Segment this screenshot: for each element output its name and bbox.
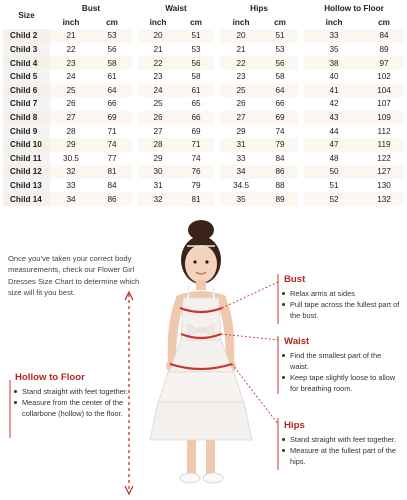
table-cell: 104 xyxy=(364,84,404,98)
table-cell: 69 xyxy=(178,124,214,138)
size-label: Child 12 xyxy=(3,165,50,179)
waist-tip: Keep tape slightly loose to allow for breathing room. xyxy=(282,372,400,394)
table-cell: 74 xyxy=(178,152,214,166)
table-cell: 34.5 xyxy=(220,179,262,193)
bust-title: Bust xyxy=(284,274,306,285)
table-cell: 23 xyxy=(220,70,262,84)
table-cell: 81 xyxy=(178,192,214,206)
table-cell: 107 xyxy=(364,97,404,111)
table-row xyxy=(3,56,404,70)
table-cell: 112 xyxy=(364,124,404,138)
table-cell: 66 xyxy=(262,97,298,111)
table-cell: 25 xyxy=(138,97,178,111)
table-cell: 22 xyxy=(50,43,92,57)
left-eye xyxy=(193,260,196,263)
bust-tip: Pull tape across the fullest part of the bust. xyxy=(282,299,400,321)
table-cell: 77 xyxy=(92,152,132,166)
table-cell: 84 xyxy=(92,179,132,193)
table-row xyxy=(3,97,404,111)
table-cell: 29 xyxy=(138,152,178,166)
right-shoe xyxy=(203,473,223,483)
table-cell: 58 xyxy=(92,56,132,70)
table-row xyxy=(3,43,404,57)
table-cell: 51 xyxy=(178,29,214,43)
table-cell: 52 xyxy=(304,192,364,206)
table-cell: 127 xyxy=(364,165,404,179)
unit-header: cm xyxy=(92,16,132,30)
table-cell: 89 xyxy=(262,192,298,206)
table-cell: 56 xyxy=(262,56,298,70)
table-row xyxy=(3,70,404,84)
table-cell: 33 xyxy=(304,29,364,43)
bust-tip: Relax arms at sides xyxy=(282,288,400,299)
table-cell: 27 xyxy=(220,111,262,125)
hollow-tip: Stand straight with feet together. xyxy=(14,386,132,397)
table-cell: 21 xyxy=(138,43,178,57)
table-cell: 56 xyxy=(178,56,214,70)
table-cell: 44 xyxy=(304,124,364,138)
size-label: Child 5 xyxy=(3,70,50,84)
size-label: Child 10 xyxy=(3,138,50,152)
left-strap xyxy=(188,286,189,299)
table-cell: 27 xyxy=(138,124,178,138)
group-header-hips: Hips xyxy=(220,2,298,16)
waist-title: Waist xyxy=(284,336,310,347)
table-cell: 22 xyxy=(220,56,262,70)
table-cell: 69 xyxy=(92,111,132,125)
table-cell: 32 xyxy=(138,192,178,206)
table-cell: 61 xyxy=(92,70,132,84)
table-cell: 20 xyxy=(220,29,262,43)
table-row xyxy=(3,152,404,166)
size-label: Child 4 xyxy=(3,56,50,70)
hollow-to-floor-title: Hollow to Floor xyxy=(15,372,85,383)
table-cell: 89 xyxy=(364,43,404,57)
table-cell: 79 xyxy=(262,138,298,152)
table-cell: 84 xyxy=(364,29,404,43)
intro-text: Once you've taken your correct body measurements, check our Flower Girl Dresses Size Chart to determine which size will fit you best. xyxy=(8,254,140,297)
table-cell: 21 xyxy=(50,29,92,43)
table-cell: 28 xyxy=(50,124,92,138)
table-cell: 26 xyxy=(50,97,92,111)
table-cell: 97 xyxy=(364,56,404,70)
right-eye xyxy=(205,260,208,263)
table-cell: 35 xyxy=(220,192,262,206)
left-leg xyxy=(187,440,196,474)
group-header-waist: Waist xyxy=(138,2,214,16)
size-label: Child 14 xyxy=(3,192,50,206)
table-cell: 42 xyxy=(304,97,364,111)
table-cell: 119 xyxy=(364,138,404,152)
table-cell: 27 xyxy=(50,111,92,125)
table-row xyxy=(3,111,404,125)
table-cell: 40 xyxy=(304,70,364,84)
table-cell: 66 xyxy=(92,97,132,111)
unit-header: cm xyxy=(178,16,214,30)
table-cell: 33 xyxy=(220,152,262,166)
table-row xyxy=(3,179,404,193)
right-leg xyxy=(206,440,215,474)
unit-header: cm xyxy=(262,16,298,30)
table-cell: 81 xyxy=(92,165,132,179)
table-cell: 53 xyxy=(92,29,132,43)
table-cell: 53 xyxy=(262,43,298,57)
table-cell: 48 xyxy=(304,152,364,166)
table-cell: 71 xyxy=(92,124,132,138)
table-cell: 84 xyxy=(262,152,298,166)
group-header-bust: Bust xyxy=(50,2,132,16)
table-cell: 26 xyxy=(220,97,262,111)
table-cell: 31 xyxy=(138,179,178,193)
table-cell: 64 xyxy=(92,84,132,98)
table-cell: 29 xyxy=(50,138,92,152)
size-label: Child 8 xyxy=(3,111,50,125)
table-cell: 58 xyxy=(262,70,298,84)
left-shoe xyxy=(180,473,200,483)
waist-tips xyxy=(282,350,400,394)
group-header-hollow-to-floor: Hollow to Floor xyxy=(304,2,404,16)
table-unit-header-row xyxy=(3,16,404,30)
table-cell: 26 xyxy=(138,111,178,125)
size-label: Child 13 xyxy=(3,179,50,193)
table-cell: 33 xyxy=(50,179,92,193)
table-cell: 50 xyxy=(304,165,364,179)
size-label: Child 3 xyxy=(3,43,50,57)
table-cell: 86 xyxy=(262,165,298,179)
table-cell: 30.5 xyxy=(50,152,92,166)
table-row xyxy=(3,165,404,179)
table-cell: 21 xyxy=(220,43,262,57)
table-cell: 28 xyxy=(138,138,178,152)
table-cell: 34 xyxy=(220,165,262,179)
table-cell: 88 xyxy=(262,179,298,193)
table-cell: 56 xyxy=(92,43,132,57)
table-cell: 31 xyxy=(220,138,262,152)
table-cell: 65 xyxy=(178,97,214,111)
size-label: Child 7 xyxy=(3,97,50,111)
table-cell: 25 xyxy=(50,84,92,98)
table-cell: 69 xyxy=(262,111,298,125)
table-row xyxy=(3,29,404,43)
table-cell: 20 xyxy=(138,29,178,43)
unit-header: inch xyxy=(50,16,92,30)
table-cell: 74 xyxy=(262,124,298,138)
table-cell: 43 xyxy=(304,111,364,125)
hollow-tip: Measure from the center of the collarbone (hollow) to the floor. xyxy=(14,397,132,419)
size-chart-table xyxy=(3,2,404,206)
size-label: Child 2 xyxy=(3,29,50,43)
unit-header: inch xyxy=(220,16,262,30)
hips-tips xyxy=(282,434,400,467)
table-cell: 22 xyxy=(138,56,178,70)
table-cell: 38 xyxy=(304,56,364,70)
table-cell: 24 xyxy=(138,84,178,98)
unit-header: cm xyxy=(364,16,404,30)
skirt-tier-3 xyxy=(150,402,252,440)
size-label: Child 9 xyxy=(3,124,50,138)
table-row xyxy=(3,192,404,206)
table-cell: 122 xyxy=(364,152,404,166)
table-cell: 79 xyxy=(178,179,214,193)
size-label: Child 6 xyxy=(3,84,50,98)
neck xyxy=(196,280,206,290)
table-cell: 58 xyxy=(178,70,214,84)
table-group-header-row xyxy=(3,2,404,16)
hollow-to-floor-tips xyxy=(14,386,132,419)
table-cell: 51 xyxy=(304,179,364,193)
size-table-body xyxy=(3,29,404,206)
table-cell: 34 xyxy=(50,192,92,206)
table-cell: 25 xyxy=(220,84,262,98)
right-strap xyxy=(213,286,214,299)
table-cell: 30 xyxy=(138,165,178,179)
hips-title: Hips xyxy=(284,420,305,431)
table-cell: 76 xyxy=(178,165,214,179)
table-row xyxy=(3,124,404,138)
bust-tips xyxy=(282,288,400,321)
table-cell: 29 xyxy=(220,124,262,138)
table-row xyxy=(3,138,404,152)
table-cell: 41 xyxy=(304,84,364,98)
measuring-guide xyxy=(0,212,407,500)
table-cell: 86 xyxy=(92,192,132,206)
table-cell: 66 xyxy=(178,111,214,125)
table-cell: 102 xyxy=(364,70,404,84)
hips-tip: Measure at the fullest part of the hips. xyxy=(282,445,400,467)
table-cell: 71 xyxy=(178,138,214,152)
table-cell: 23 xyxy=(50,56,92,70)
table-cell: 130 xyxy=(364,179,404,193)
face xyxy=(185,245,217,283)
unit-header: inch xyxy=(304,16,364,30)
size-column-header: Size xyxy=(3,2,50,29)
waist-tip: Find the smallest part of the waist. xyxy=(282,350,400,372)
table-row xyxy=(3,84,404,98)
unit-header: inch xyxy=(138,16,178,30)
table-cell: 53 xyxy=(178,43,214,57)
table-cell: 132 xyxy=(364,192,404,206)
bust-leader-line xyxy=(222,282,278,308)
table-cell: 61 xyxy=(178,84,214,98)
table-cell: 74 xyxy=(92,138,132,152)
table-cell: 24 xyxy=(50,70,92,84)
table-cell: 109 xyxy=(364,111,404,125)
hips-tip: Stand straight with feet together. xyxy=(282,434,400,445)
size-label: Child 11 xyxy=(3,152,50,166)
table-cell: 64 xyxy=(262,84,298,98)
table-cell: 32 xyxy=(50,165,92,179)
table-cell: 47 xyxy=(304,138,364,152)
table-cell: 35 xyxy=(304,43,364,57)
table-cell: 51 xyxy=(262,29,298,43)
table-cell: 23 xyxy=(138,70,178,84)
